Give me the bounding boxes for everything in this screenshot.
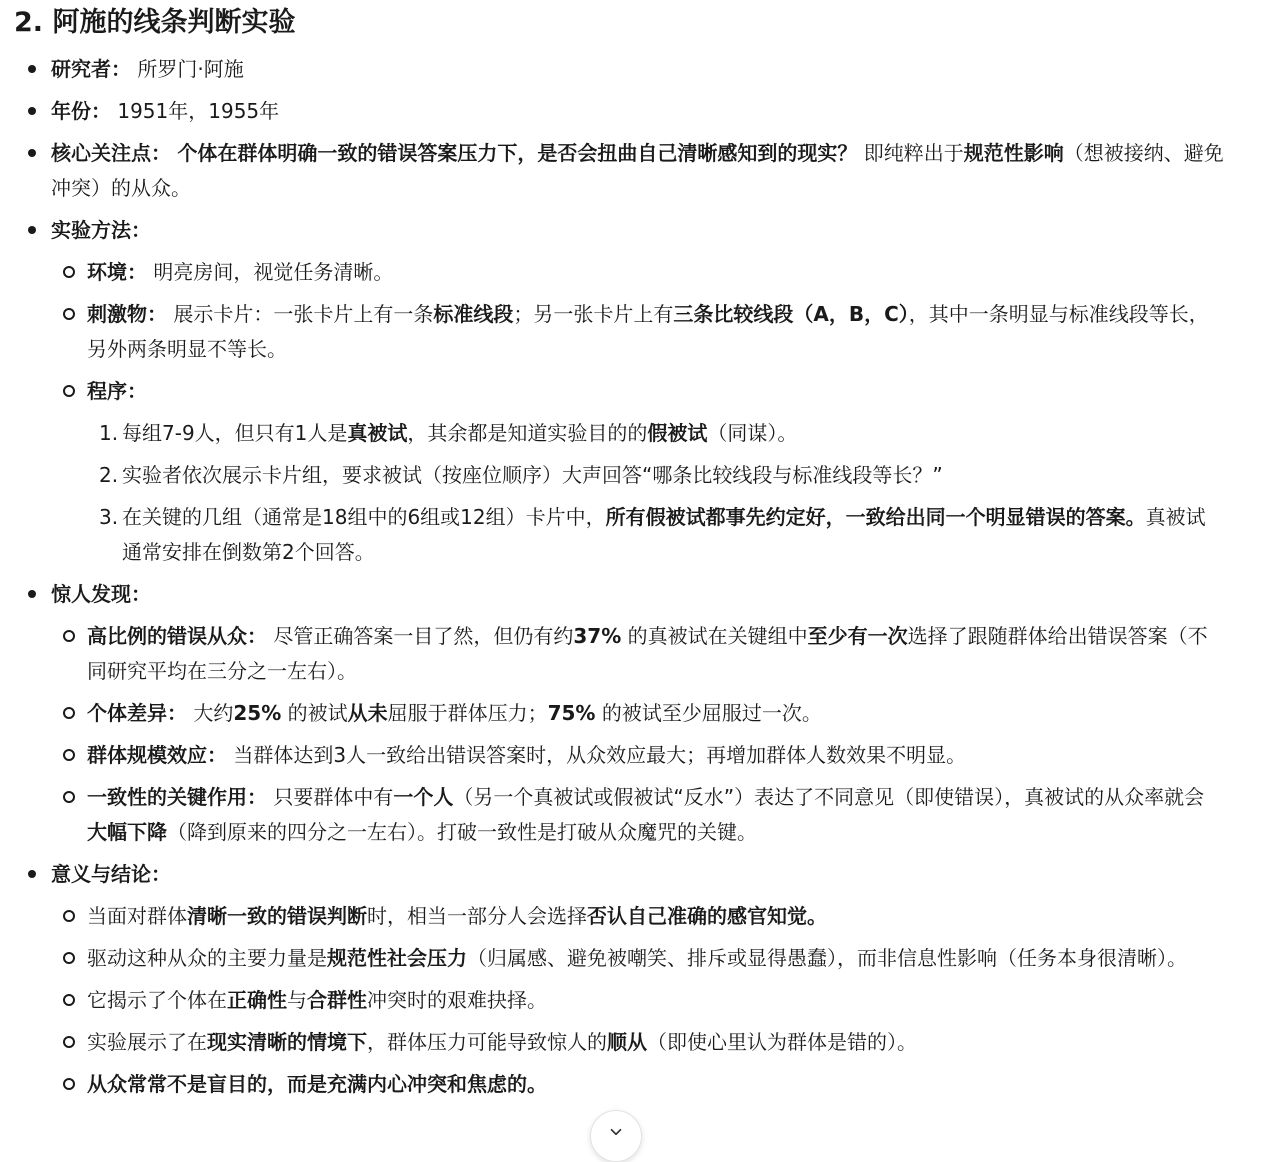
procedure-step-2 [87, 458, 1224, 493]
individual-bold-3: 75% [547, 701, 596, 725]
stimulus-label: 刺激物： [87, 302, 167, 326]
size-text-1: 当群体达到3人一致给出错误答案时，从众效应最大；再增加群体人数效果不明显。 [233, 743, 967, 767]
procedure-steps [87, 416, 1224, 570]
c2-text-2: （归属感、避免被嘲笑、排斥或显得愚蠢），而非信息性影响（任务本身很清晰）。 [467, 946, 1187, 970]
year-value: 1951年，1955年 [117, 99, 280, 123]
c1-text-1: 当面对群体 [87, 904, 187, 928]
method-stimulus [51, 297, 1224, 367]
step3-text-1: 在关键的几组（通常是18组中的6组或12组）卡片中， [122, 505, 606, 529]
chevron-down-icon [607, 1123, 625, 1141]
focus-label: 核心关注点： [51, 141, 171, 165]
c4-text-1: 实验展示了在 [87, 1030, 207, 1054]
env-text: 明亮房间，视觉任务清晰。 [153, 260, 394, 284]
step1-text-2: ，其余都是知道实验目的的 [407, 421, 648, 445]
finding-size [51, 738, 1224, 773]
main-list [14, 52, 1224, 1102]
step-number: 1. [99, 421, 119, 445]
method-label: 实验方法： [51, 218, 151, 242]
env-label: 环境： [87, 260, 147, 284]
step1-text-1: 每组7-9人，但只有1人是 [122, 421, 348, 445]
c3-text-2: 与 [287, 988, 307, 1012]
conclusion-sublist [51, 899, 1224, 1102]
list-item-researcher [14, 52, 1224, 87]
list-item-year [14, 94, 1224, 129]
section-heading: 2. 阿施的线条判断实验 [14, 7, 296, 38]
unanimity-bold-2: 大幅下降 [87, 820, 167, 844]
individual-label: 个体差异： [87, 701, 187, 725]
individual-text-3: 屈服于群体压力； [387, 701, 548, 725]
c3-text-3: 冲突时的艰难抉择。 [367, 988, 547, 1012]
individual-bold-1: 25% [233, 701, 282, 725]
conclusion-item-2 [51, 941, 1224, 976]
step3-text-2: 真被试通常安排在倒数第2个回答。 [122, 505, 1206, 564]
researcher-value: 所罗门·阿施 [137, 57, 244, 81]
c4-bold-1: 现实清晰的情境下 [207, 1030, 367, 1054]
unanimity-text-1: 只要群体中有 [273, 785, 394, 809]
unanimity-text-2: （另一个真被试或假被试“反水”）表达了不同意见（即使错误），真被试的从众率就会 [453, 785, 1205, 809]
unanimity-text-3: （降到原来的四分之一左右）。打破一致性是打破从众魔咒的关键。 [167, 820, 757, 844]
conclusion-item-1 [51, 899, 1224, 934]
conclusion-item-5 [51, 1067, 1224, 1102]
method-env [51, 255, 1224, 290]
step-number: 3. [99, 505, 119, 529]
individual-text-1: 大约 [193, 701, 234, 725]
list-item-focus [14, 136, 1224, 206]
high-label: 高比例的错误从众： [87, 624, 267, 648]
unanimity-label: 一致性的关键作用： [87, 785, 267, 809]
high-text-2: 的真被试在关键组中 [621, 624, 808, 648]
list-item-findings [14, 577, 1224, 850]
individual-text-2: 的被试 [281, 701, 348, 725]
researcher-label: 研究者： [51, 57, 131, 81]
c3-text-1: 它揭示了个体在 [87, 988, 227, 1012]
year-label: 年份： [51, 99, 111, 123]
high-bold-1: 37% [573, 624, 622, 648]
method-sublist [51, 255, 1224, 570]
procedure-label: 程序： [87, 379, 147, 403]
c3-bold-2: 合群性 [307, 988, 367, 1012]
c4-text-2: ，群体压力可能导致惊人的 [367, 1030, 607, 1054]
document-content [14, 0, 1224, 1109]
c2-text-1: 驱动这种从众的主要力量是 [87, 946, 327, 970]
focus-question: 个体在群体明确一致的错误答案压力下，是否会扭曲自己清晰感知到的现实？ [177, 141, 858, 165]
finding-individual [51, 696, 1224, 731]
finding-unanimity [51, 780, 1224, 850]
high-text-3: 选择了跟随群体给出错误答案（不同研究平均在三分之一左右）。 [87, 624, 1208, 683]
conclusion-label: 意义与结论： [51, 862, 171, 886]
step1-bold-2: 假被试 [647, 421, 708, 445]
step1-text-3: （同谋）。 [707, 421, 798, 445]
c1-text-2: 时，相当一部分人会选择 [367, 904, 587, 928]
conclusion-item-3 [51, 983, 1224, 1018]
c5-bold-1: 从众常常不是盲目的，而是充满内心冲突和焦虑的。 [87, 1072, 547, 1096]
step-number: 2. [99, 463, 119, 487]
c1-bold-2: 否认自己准确的感官知觉。 [587, 904, 827, 928]
list-item-method [14, 213, 1224, 570]
findings-sublist [51, 619, 1224, 850]
size-label: 群体规模效应： [87, 743, 227, 767]
step3-bold-1: 所有假被试都事先约定好，一致给出同一个明显错误的答案。 [605, 505, 1146, 529]
findings-label: 惊人发现： [51, 582, 151, 606]
focus-text-2: （想被接纳、避免冲突）的从众。 [51, 141, 1224, 200]
c1-bold-1: 清晰一致的错误判断 [187, 904, 367, 928]
individual-text-4: 的被试至少屈服过一次。 [595, 701, 822, 725]
stimulus-bold-2: 三条比较线段（A，B，C） [673, 302, 909, 326]
step2-text-1: 实验者依次展示卡片组，要求被试（按座位顺序）大声回答“哪条比较线段与标准线段等长？” [122, 463, 943, 487]
individual-bold-2: 从未 [347, 701, 388, 725]
stimulus-text-1: 展示卡片：一张卡片上有一条 [173, 302, 434, 326]
list-item-conclusion [14, 857, 1224, 1102]
method-procedure [51, 374, 1224, 570]
procedure-step-3 [87, 500, 1224, 570]
c3-bold-1: 正确性 [227, 988, 287, 1012]
focus-text-1: 即纯粹出于 [863, 141, 964, 165]
procedure-step-1 [87, 416, 1224, 451]
c4-text-3: （即使心里认为群体是错的）。 [647, 1030, 917, 1054]
scroll-down-button[interactable] [590, 1110, 642, 1162]
c4-bold-2: 顺从 [607, 1030, 647, 1054]
finding-high [51, 619, 1224, 689]
focus-bold-2: 规范性影响 [963, 141, 1064, 165]
high-bold-2: 至少有一次 [807, 624, 908, 648]
step1-bold-1: 真被试 [347, 421, 408, 445]
stimulus-text-2: ；另一张卡片上有 [513, 302, 674, 326]
stimulus-bold-1: 标准线段 [433, 302, 514, 326]
conclusion-item-4 [51, 1025, 1224, 1060]
high-text-1: 尽管正确答案一目了然，但仍有约 [273, 624, 574, 648]
stimulus-text-3: ，其中一条明显与标准线段等长，另外两条明显不等长。 [87, 302, 1209, 361]
unanimity-bold-1: 一个人 [393, 785, 454, 809]
c2-bold-1: 规范性社会压力 [327, 946, 467, 970]
